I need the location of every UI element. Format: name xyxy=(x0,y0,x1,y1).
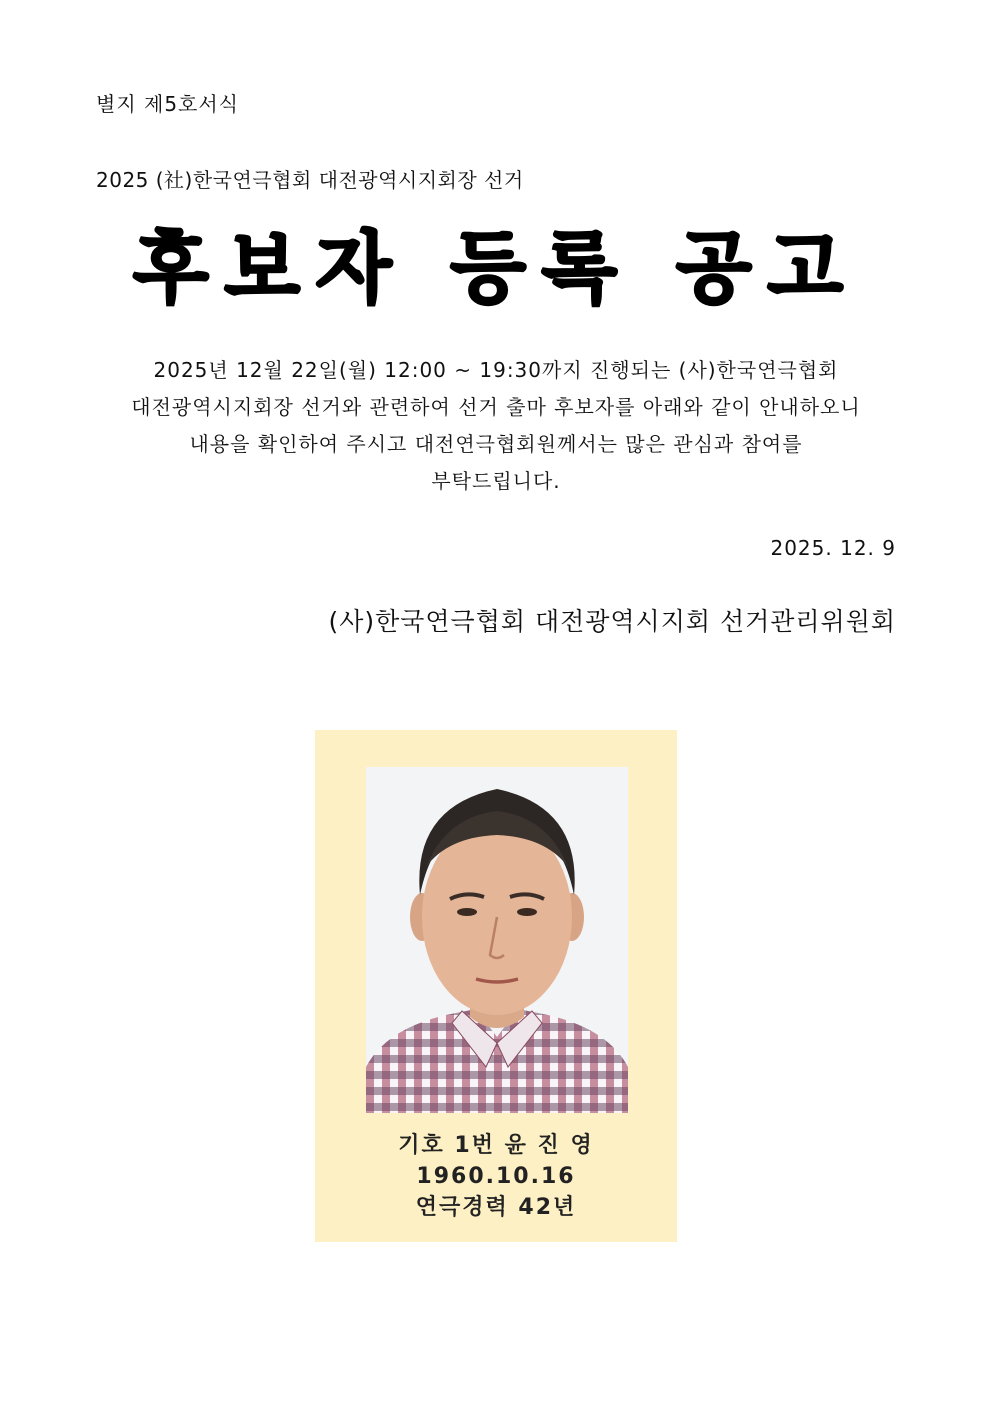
announcement-date: 2025. 12. 9 xyxy=(770,536,896,560)
body-line: 대전광역시지회장 선거와 관련하여 선거 출마 후보자를 아래와 같이 안내하오니 xyxy=(131,395,861,419)
body-line: 부탁드립니다. xyxy=(431,469,561,493)
candidate-caption xyxy=(315,1130,677,1223)
election-subtitle: 2025 (社)한국연극협회 대전광역시지회장 선거 xyxy=(96,168,524,192)
candidate-photo xyxy=(366,767,628,1113)
body-line: 2025년 12월 22일(월) 12:00 ~ 19:30까지 진행되는 (사)한국연극협회 xyxy=(153,358,839,382)
body-line: 내용을 확인하여 주시고 대전연극협회원께서는 많은 관심과 참여를 xyxy=(189,432,803,456)
candidate-birth: 1960.10.16 xyxy=(416,1164,576,1189)
page-title: 후보자 등록 공고 xyxy=(133,224,859,314)
issuer: (사)한국연극협회 대전광역시지회 선거관리위원회 xyxy=(328,607,896,636)
candidate-career: 연극경력 42년 xyxy=(415,1195,577,1220)
candidate-card xyxy=(315,730,677,1242)
form-label: 별지 제5호서식 xyxy=(96,92,240,116)
announcement-body xyxy=(60,352,932,500)
candidate-number-name: 기호 1번 윤 진 영 xyxy=(398,1133,594,1158)
